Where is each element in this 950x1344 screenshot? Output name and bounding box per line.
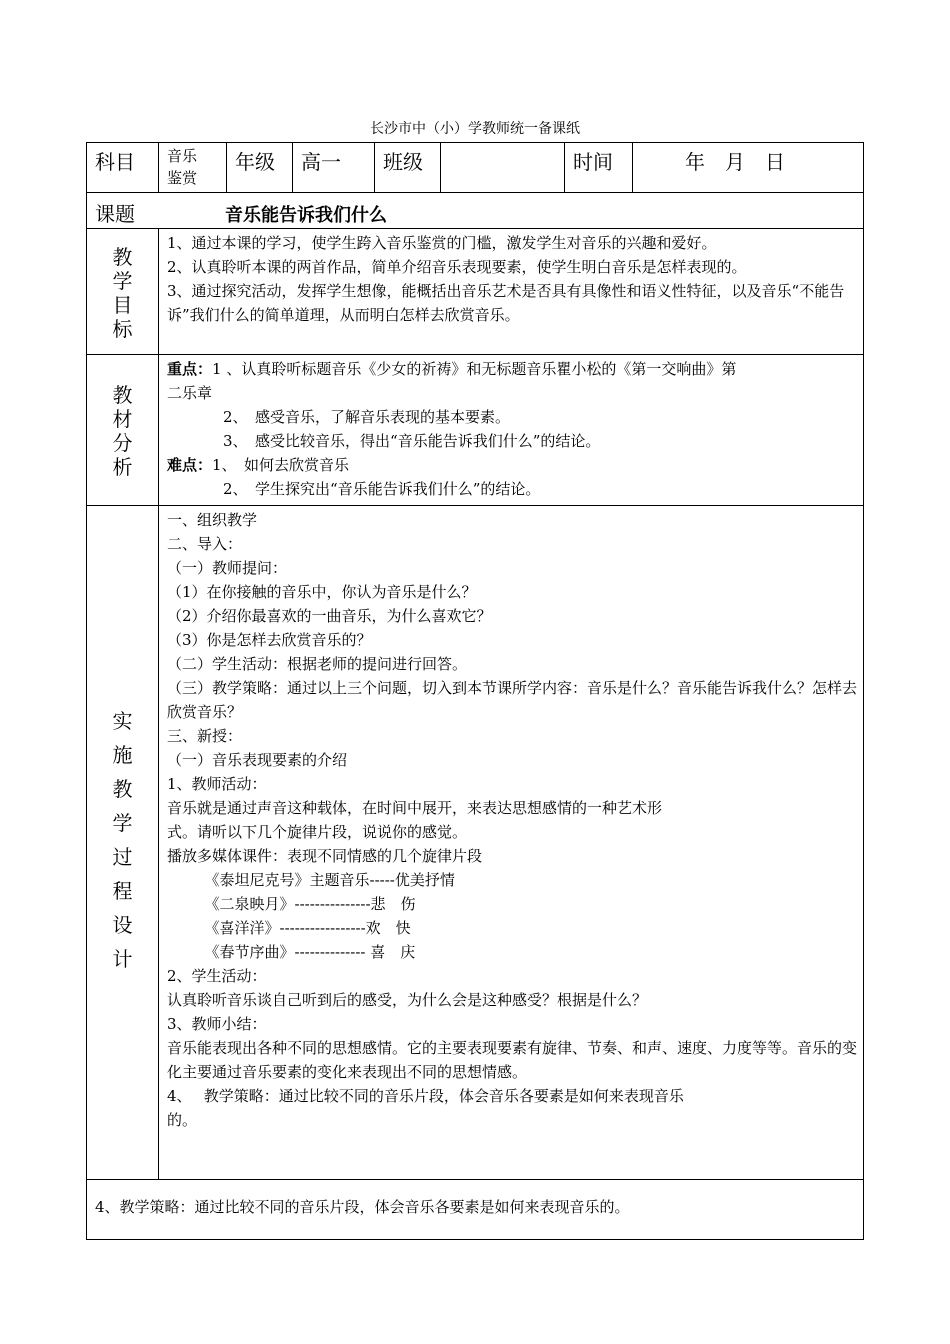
process-label-char: 教 <box>112 777 133 801</box>
key-point-line: 2、 感受音乐，了解音乐表现的基本要素。 <box>223 408 511 426</box>
process-line: 《二泉映月》---------------悲 伤 <box>167 895 416 913</box>
footer-note: 4、教学策略：通过比较不同的音乐片段，体会音乐各要素是如何来表现音乐的。 <box>87 1180 864 1240</box>
process-line: 《泰坦尼克号》主题音乐-----优美抒情 <box>167 871 455 889</box>
page-title: 长沙市中（小）学教师统一备课纸 <box>370 121 580 137</box>
grade-label: 年级 <box>227 143 293 193</box>
process-line: 《喜洋洋》-----------------欢 快 <box>167 919 411 937</box>
analysis-content <box>159 355 864 506</box>
process-line: 认真聆听音乐谈自己听到后的感受，为什么会是这种感受？根据是什么？ <box>167 991 648 1009</box>
process-line: 2、学生活动： <box>167 967 267 985</box>
process-label <box>87 506 159 1180</box>
objectives-row <box>87 229 864 355</box>
date-value: 年 月 日 <box>633 143 864 193</box>
class-value <box>441 143 565 193</box>
objectives-content <box>159 229 864 355</box>
objective-item: 1、通过本课的学习，使学生跨入音乐鉴赏的门槛，激发学生对音乐的兴趣和爱好。 <box>167 234 717 252</box>
lesson-plan-table <box>86 142 864 1240</box>
time-label: 时间 <box>565 143 633 193</box>
process-line: （3）你是怎样去欣赏音乐的？ <box>167 631 372 649</box>
analysis-label-char: 材 <box>112 407 133 431</box>
analysis-label-char: 析 <box>112 455 133 479</box>
process-line: （三）教学策略：通过以上三个问题，切入到本节课所学内容：音乐是什么？音乐能告诉我什么？怎样去欣赏音乐？ <box>167 679 858 721</box>
analysis-label-char: 分 <box>112 431 133 455</box>
objectives-label-char: 学 <box>112 269 133 293</box>
process-label-char: 施 <box>112 743 133 767</box>
difficulty-line <box>167 453 857 477</box>
topic-label: 课题 <box>95 202 135 226</box>
process-line: （2）介绍你最喜欢的一曲音乐，为什么喜欢它？ <box>167 607 492 625</box>
key-point-line <box>167 357 857 381</box>
objective-item: 2、认真聆听本课的两首作品，简单介绍音乐表现要素，使学生明白音乐是怎样表现的。 <box>167 258 747 276</box>
grade-value: 高一 <box>293 143 375 193</box>
process-label-char: 计 <box>112 947 133 971</box>
subject-value <box>159 143 227 193</box>
process-line: （一）教师提问： <box>167 559 288 577</box>
key-point-line: 3、 感受比较音乐，得出“音乐能告诉我们什么”的结论。 <box>223 432 601 450</box>
process-content <box>159 506 864 1180</box>
process-label-char: 学 <box>112 811 133 835</box>
process-line: 4、 教学策略：通过比较不同的音乐片段，体会音乐各要素是如何来表现音乐 <box>167 1087 684 1105</box>
objectives-label-char: 标 <box>112 317 133 341</box>
key-point-text: 1 、认真聆听标题音乐《少女的祈祷》和无标题音乐瞿小松的《第一交响曲》第 <box>212 360 737 378</box>
process-line: 音乐能表现出各种不同的思想感情。它的主要表现要素有旋律、节奏、和声、速度、力度等等。音乐的变化主要通过音乐要素的变化来表现出不同的思想情感。 <box>167 1039 858 1081</box>
header-row <box>87 143 864 193</box>
key-point-line: 二乐章 <box>167 384 213 402</box>
analysis-label <box>87 355 159 506</box>
difficulty-text: 1、 如何去欣赏音乐 <box>212 456 350 474</box>
subject-value-line2: 鉴赏 <box>167 169 198 187</box>
process-line: （二）学生活动：根据老师的提问进行回答。 <box>167 655 468 673</box>
process-line: 一、组织教学 <box>167 511 258 529</box>
footer-row <box>87 1180 864 1240</box>
process-label-char: 设 <box>112 913 133 937</box>
process-row <box>87 506 864 1180</box>
key-point-label: 重点： <box>167 360 213 378</box>
process-label-char: 过 <box>112 845 133 869</box>
objective-item: 3、通过探究活动，发挥学生想像，能概括出音乐艺术是否具有具像性和语义性特征，以及音乐“不能告诉”我们什么的简单道理，从而明白怎样去欣赏音乐。 <box>167 282 845 324</box>
process-line: 式。请听以下几个旋律片段，说说你的感觉。 <box>167 823 468 841</box>
topic-cell <box>87 193 864 229</box>
objectives-label-char: 教 <box>112 245 133 269</box>
objectives-label-char: 目 <box>112 293 133 317</box>
process-line: 的。 <box>167 1111 198 1129</box>
analysis-label-char: 教 <box>112 383 133 407</box>
subject-value-line1: 音乐 <box>167 147 198 165</box>
analysis-row <box>87 355 864 506</box>
process-line: 音乐就是通过声音这种载体，在时间中展开，来表达思想感情的一种艺术形 <box>167 799 663 817</box>
process-line: 播放多媒体课件：表现不同情感的几个旋律片段 <box>167 847 483 865</box>
difficulty-label: 难点： <box>167 456 213 474</box>
process-line: （一）音乐表现要素的介绍 <box>167 751 348 769</box>
process-line: 三、新授： <box>167 727 243 745</box>
difficulty-line: 2、 学生探究出“音乐能告诉我们什么”的结论。 <box>223 480 541 498</box>
process-line: 1、教师活动： <box>167 775 267 793</box>
subject-label: 科目 <box>87 143 159 193</box>
objectives-label <box>87 229 159 355</box>
process-line: （1）在你接触的音乐中，你认为音乐是什么？ <box>167 583 477 601</box>
process-line: 二、导入： <box>167 535 243 553</box>
process-label-char: 实 <box>112 709 133 733</box>
process-line: 3、教师小结： <box>167 1015 267 1033</box>
class-label: 班级 <box>375 143 441 193</box>
topic-row <box>87 193 864 229</box>
topic-title: 音乐能告诉我们什么 <box>225 205 387 226</box>
process-label-char: 程 <box>112 879 133 903</box>
process-line: 《春节序曲》-------------- 喜 庆 <box>167 943 416 961</box>
